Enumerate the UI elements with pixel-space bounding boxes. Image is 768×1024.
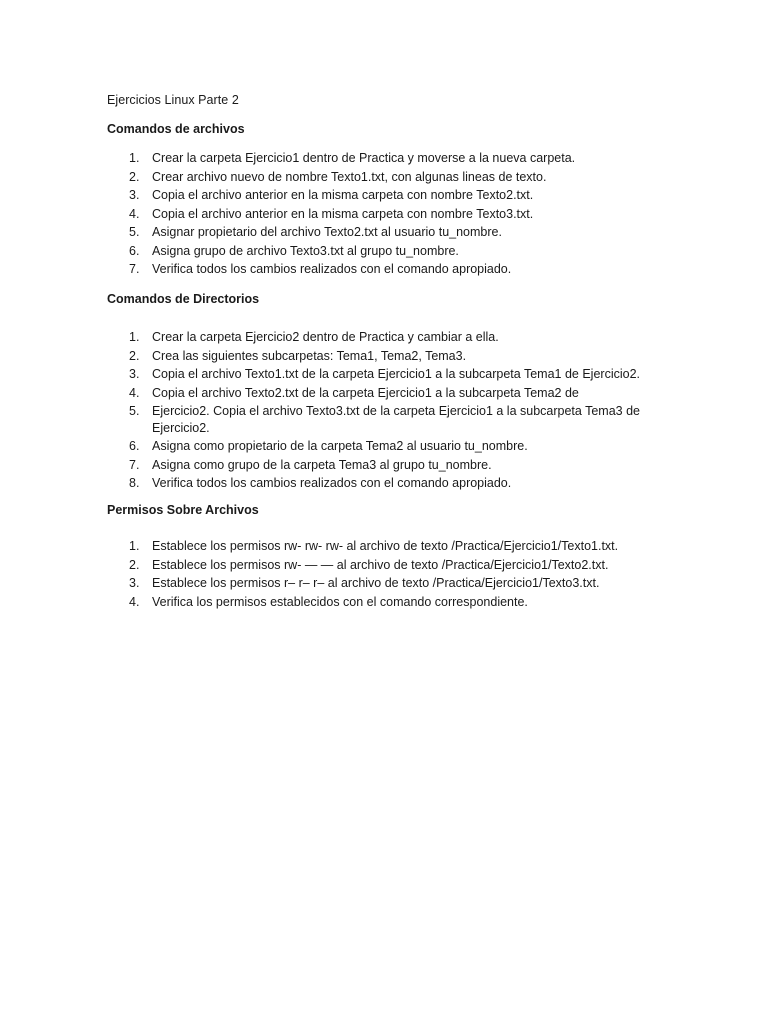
list-archivos xyxy=(107,149,667,279)
item-text: Asigna grupo de archivo Texto3.txt al grupo tu_nombre. xyxy=(152,243,459,258)
item-text: Establece los permisos rw- rw- rw- al archivo de texto /Practica/Ejercicio1/Texto1.txt. xyxy=(152,539,619,553)
item-number: 6. xyxy=(129,439,140,453)
item-text: Crear la carpeta Ejercicio2 dentro de Practica y cambiar a ella. xyxy=(152,330,499,344)
item-number: 7. xyxy=(129,262,140,276)
list-item xyxy=(107,456,667,475)
list-item xyxy=(107,347,667,366)
list-item xyxy=(107,328,667,347)
item-number: 5. xyxy=(129,225,140,239)
list-item xyxy=(107,205,667,224)
list-item xyxy=(107,574,667,593)
list-item xyxy=(107,186,667,205)
list-item xyxy=(107,402,667,437)
item-number: 2. xyxy=(129,169,140,184)
list-item xyxy=(107,537,667,556)
item-number: 2. xyxy=(129,348,140,363)
item-number: 4. xyxy=(129,594,140,609)
item-text: Establece los permisos rw- — — al archivo de texto /Practica/Ejercicio1/Texto2.txt. xyxy=(152,557,609,572)
item-number: 1. xyxy=(129,539,140,553)
item-number: 6. xyxy=(129,243,140,258)
item-number: 3. xyxy=(129,367,140,381)
list-item xyxy=(107,593,667,612)
list-item xyxy=(107,474,667,493)
item-number: 4. xyxy=(129,206,140,221)
item-text: Asigna como grupo de la carpeta Tema3 al grupo tu_nombre. xyxy=(152,457,492,472)
list-item xyxy=(107,384,667,403)
item-text: Verifica los permisos establecidos con el comando correspondiente. xyxy=(152,594,528,609)
item-number: 8. xyxy=(129,476,140,490)
section-heading-directorios: Comandos de Directorios xyxy=(107,292,260,306)
list-item xyxy=(107,168,667,187)
section-heading-permisos: Permisos Sobre Archivos xyxy=(107,503,259,517)
item-text: Asignar propietario del archivo Texto2.txt al usuario tu_nombre. xyxy=(152,225,502,239)
list-item xyxy=(107,149,667,168)
item-number: 1. xyxy=(129,330,140,344)
item-text: Asigna como propietario de la carpeta Tema2 al usuario tu_nombre. xyxy=(152,439,528,453)
item-text: Verifica todos los cambios realizados con el comando apropiado. xyxy=(152,476,512,490)
item-number: 7. xyxy=(129,457,140,472)
item-text: Copia el archivo anterior en la misma carpeta con nombre Texto3.txt. xyxy=(152,206,534,221)
item-text: Ejercicio2. Copia el archivo Texto3.txt de la carpeta Ejercicio1 a la subcarpeta Tema3 de Ejercicio2. xyxy=(152,404,641,435)
list-item xyxy=(107,556,667,575)
list-item xyxy=(107,437,667,456)
item-number: 5. xyxy=(129,404,140,418)
item-number: 3. xyxy=(129,188,140,202)
item-number: 1. xyxy=(129,151,140,165)
item-text: Crea las siguientes subcarpetas: Tema1, Tema2, Tema3. xyxy=(152,348,467,363)
item-text: Crear archivo nuevo de nombre Texto1.txt, con algunas lineas de texto. xyxy=(152,169,547,184)
item-text: Copia el archivo anterior en la misma carpeta con nombre Texto2.txt. xyxy=(152,188,534,202)
list-directorios xyxy=(107,328,667,493)
item-text: Establece los permisos r– r– r– al archivo de texto /Practica/Ejercicio1/Texto3.txt. xyxy=(152,576,600,590)
item-text: Crear la carpeta Ejercicio1 dentro de Practica y moverse a la nueva carpeta. xyxy=(152,151,576,165)
section-heading-archivos: Comandos de archivos xyxy=(107,122,245,136)
item-number: 3. xyxy=(129,576,140,590)
list-permisos xyxy=(107,537,667,611)
list-item xyxy=(107,223,667,242)
item-text: Verifica todos los cambios realizados con el comando apropiado. xyxy=(152,262,512,276)
item-number: 4. xyxy=(129,385,140,400)
item-number: 2. xyxy=(129,557,140,572)
list-item xyxy=(107,260,667,279)
item-text: Copia el archivo Texto1.txt de la carpeta Ejercicio1 a la subcarpeta Tema1 de Ejercicio2. xyxy=(152,367,641,381)
document-title: Ejercicios Linux Parte 2 xyxy=(107,93,239,107)
item-text: Copia el archivo Texto2.txt de la carpeta Ejercicio1 a la subcarpeta Tema2 de xyxy=(152,385,579,400)
list-item xyxy=(107,365,667,384)
list-item xyxy=(107,242,667,261)
